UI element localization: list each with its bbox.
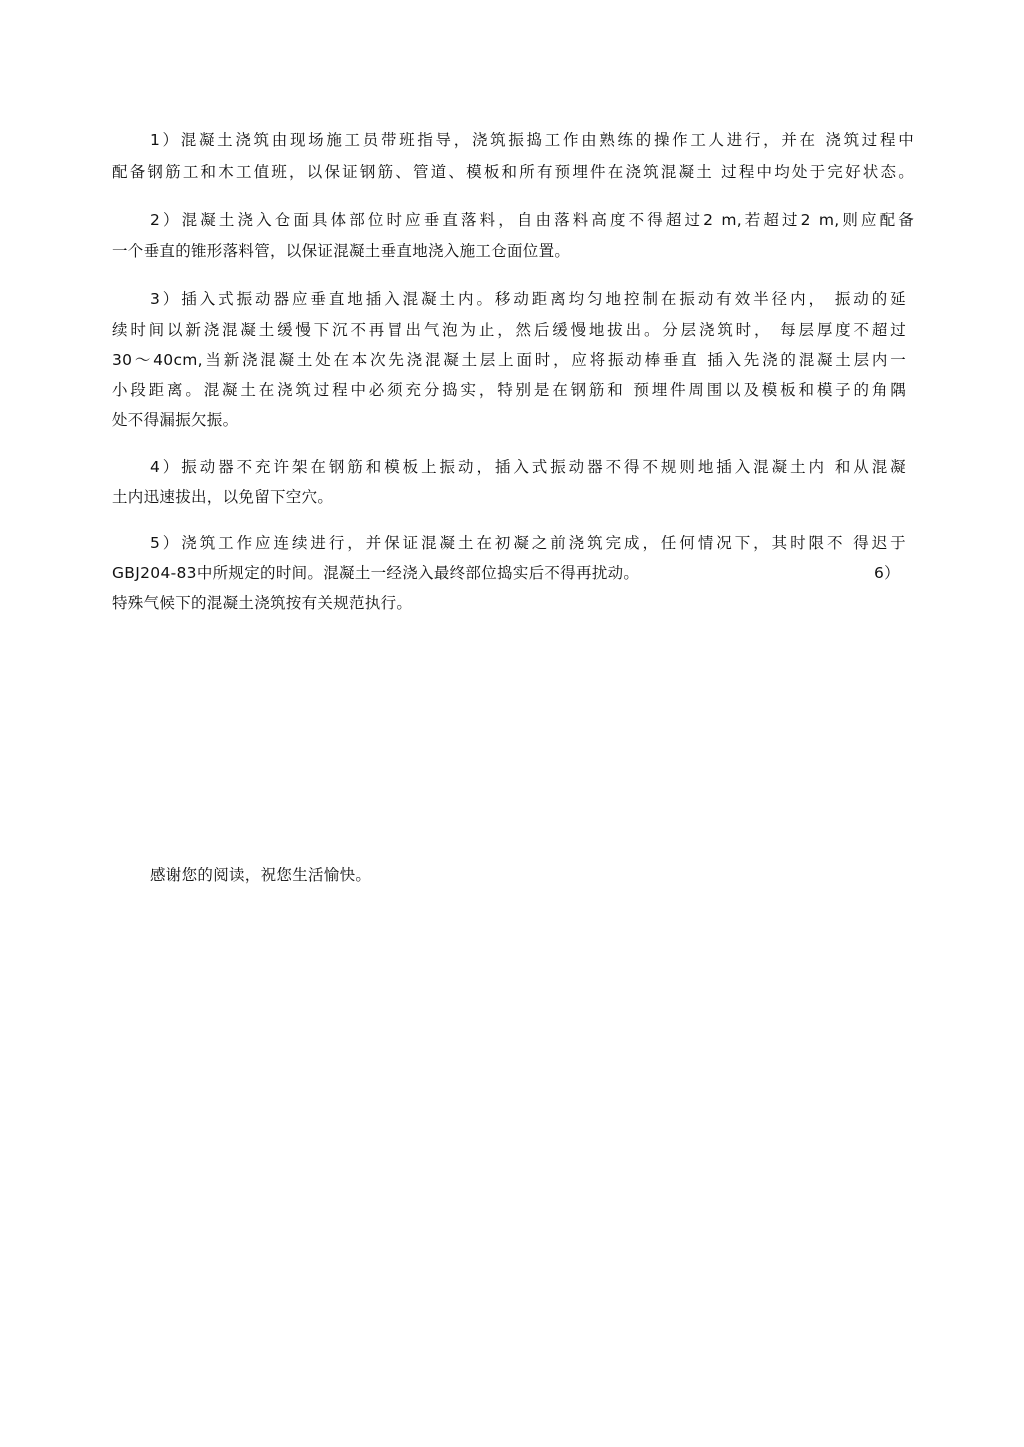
paragraph-2-line-2: 一个垂直的锥形落料管，以保证混凝土垂直地浇入施工仓面位置。 <box>112 242 571 260</box>
paragraph-1-line-2: 配备钢筋工和木工值班，以保证钢筋、管道、模板和所有预埋件在浇筑混凝土 过程中均处于完好状态。 <box>112 163 914 181</box>
paragraph-3-line-5: 处不得漏振欠振。 <box>112 411 239 429</box>
paragraph-4-line-2: 土内迅速拔出，以免留下空穴。 <box>112 488 334 506</box>
closing-line: 感谢您的阅读，祝您生活愉快。 <box>150 866 372 884</box>
paragraph-3-line-2: 续时间以新浇混凝土缓慢下沉不再冒出气泡为止，然后缓慢地拔出。分层浇筑时， 每层厚度不超过 <box>112 321 906 339</box>
paragraph-6-number: 6） <box>874 564 900 582</box>
paragraph-2-line-1: 2）混凝土浇入仓面具体部位时应垂直落料，自由落料高度不得超过2 m,若超过2 m,则应配备 <box>150 211 914 229</box>
paragraph-3-line-4: 小段距离。混凝土在浇筑过程中必须充分捣实，特别是在钢筋和 预埋件周围以及模板和模子的角隅 <box>112 381 906 399</box>
paragraph-3-line-1: 3）插入式振动器应垂直地插入混凝土内。移动距离均匀地控制在振动有效半径内， 振动的延 <box>150 290 906 308</box>
paragraph-1-line-1: 1）混凝土浇筑由现场施工员带班指导，浇筑振捣工作由熟练的操作工人进行，并在 浇筑过程中 <box>150 131 914 149</box>
paragraph-4-line-1: 4）振动器不充许架在钢筋和模板上振动，插入式振动器不得不规则地插入混凝土内 和从混凝 <box>150 458 906 476</box>
paragraph-6-text: 特殊气候下的混凝土浇筑按有关规范执行。 <box>112 594 413 612</box>
paragraph-5-line-1: 5）浇筑工作应连续进行，并保证混凝土在初凝之前浇筑完成，任何情况下，其时限不 得迟于 <box>150 534 906 552</box>
paragraph-3-line-3: 30〜40cm,当新浇混凝土处在本次先浇混凝土层上面时，应将振动棒垂直 插入先浇的混凝土层内一 <box>112 351 906 369</box>
paragraph-5-line-2: GBJ204-83中所规定的时间。混凝土一经浇入最终部位捣实后不得再扰动。 <box>112 564 640 582</box>
